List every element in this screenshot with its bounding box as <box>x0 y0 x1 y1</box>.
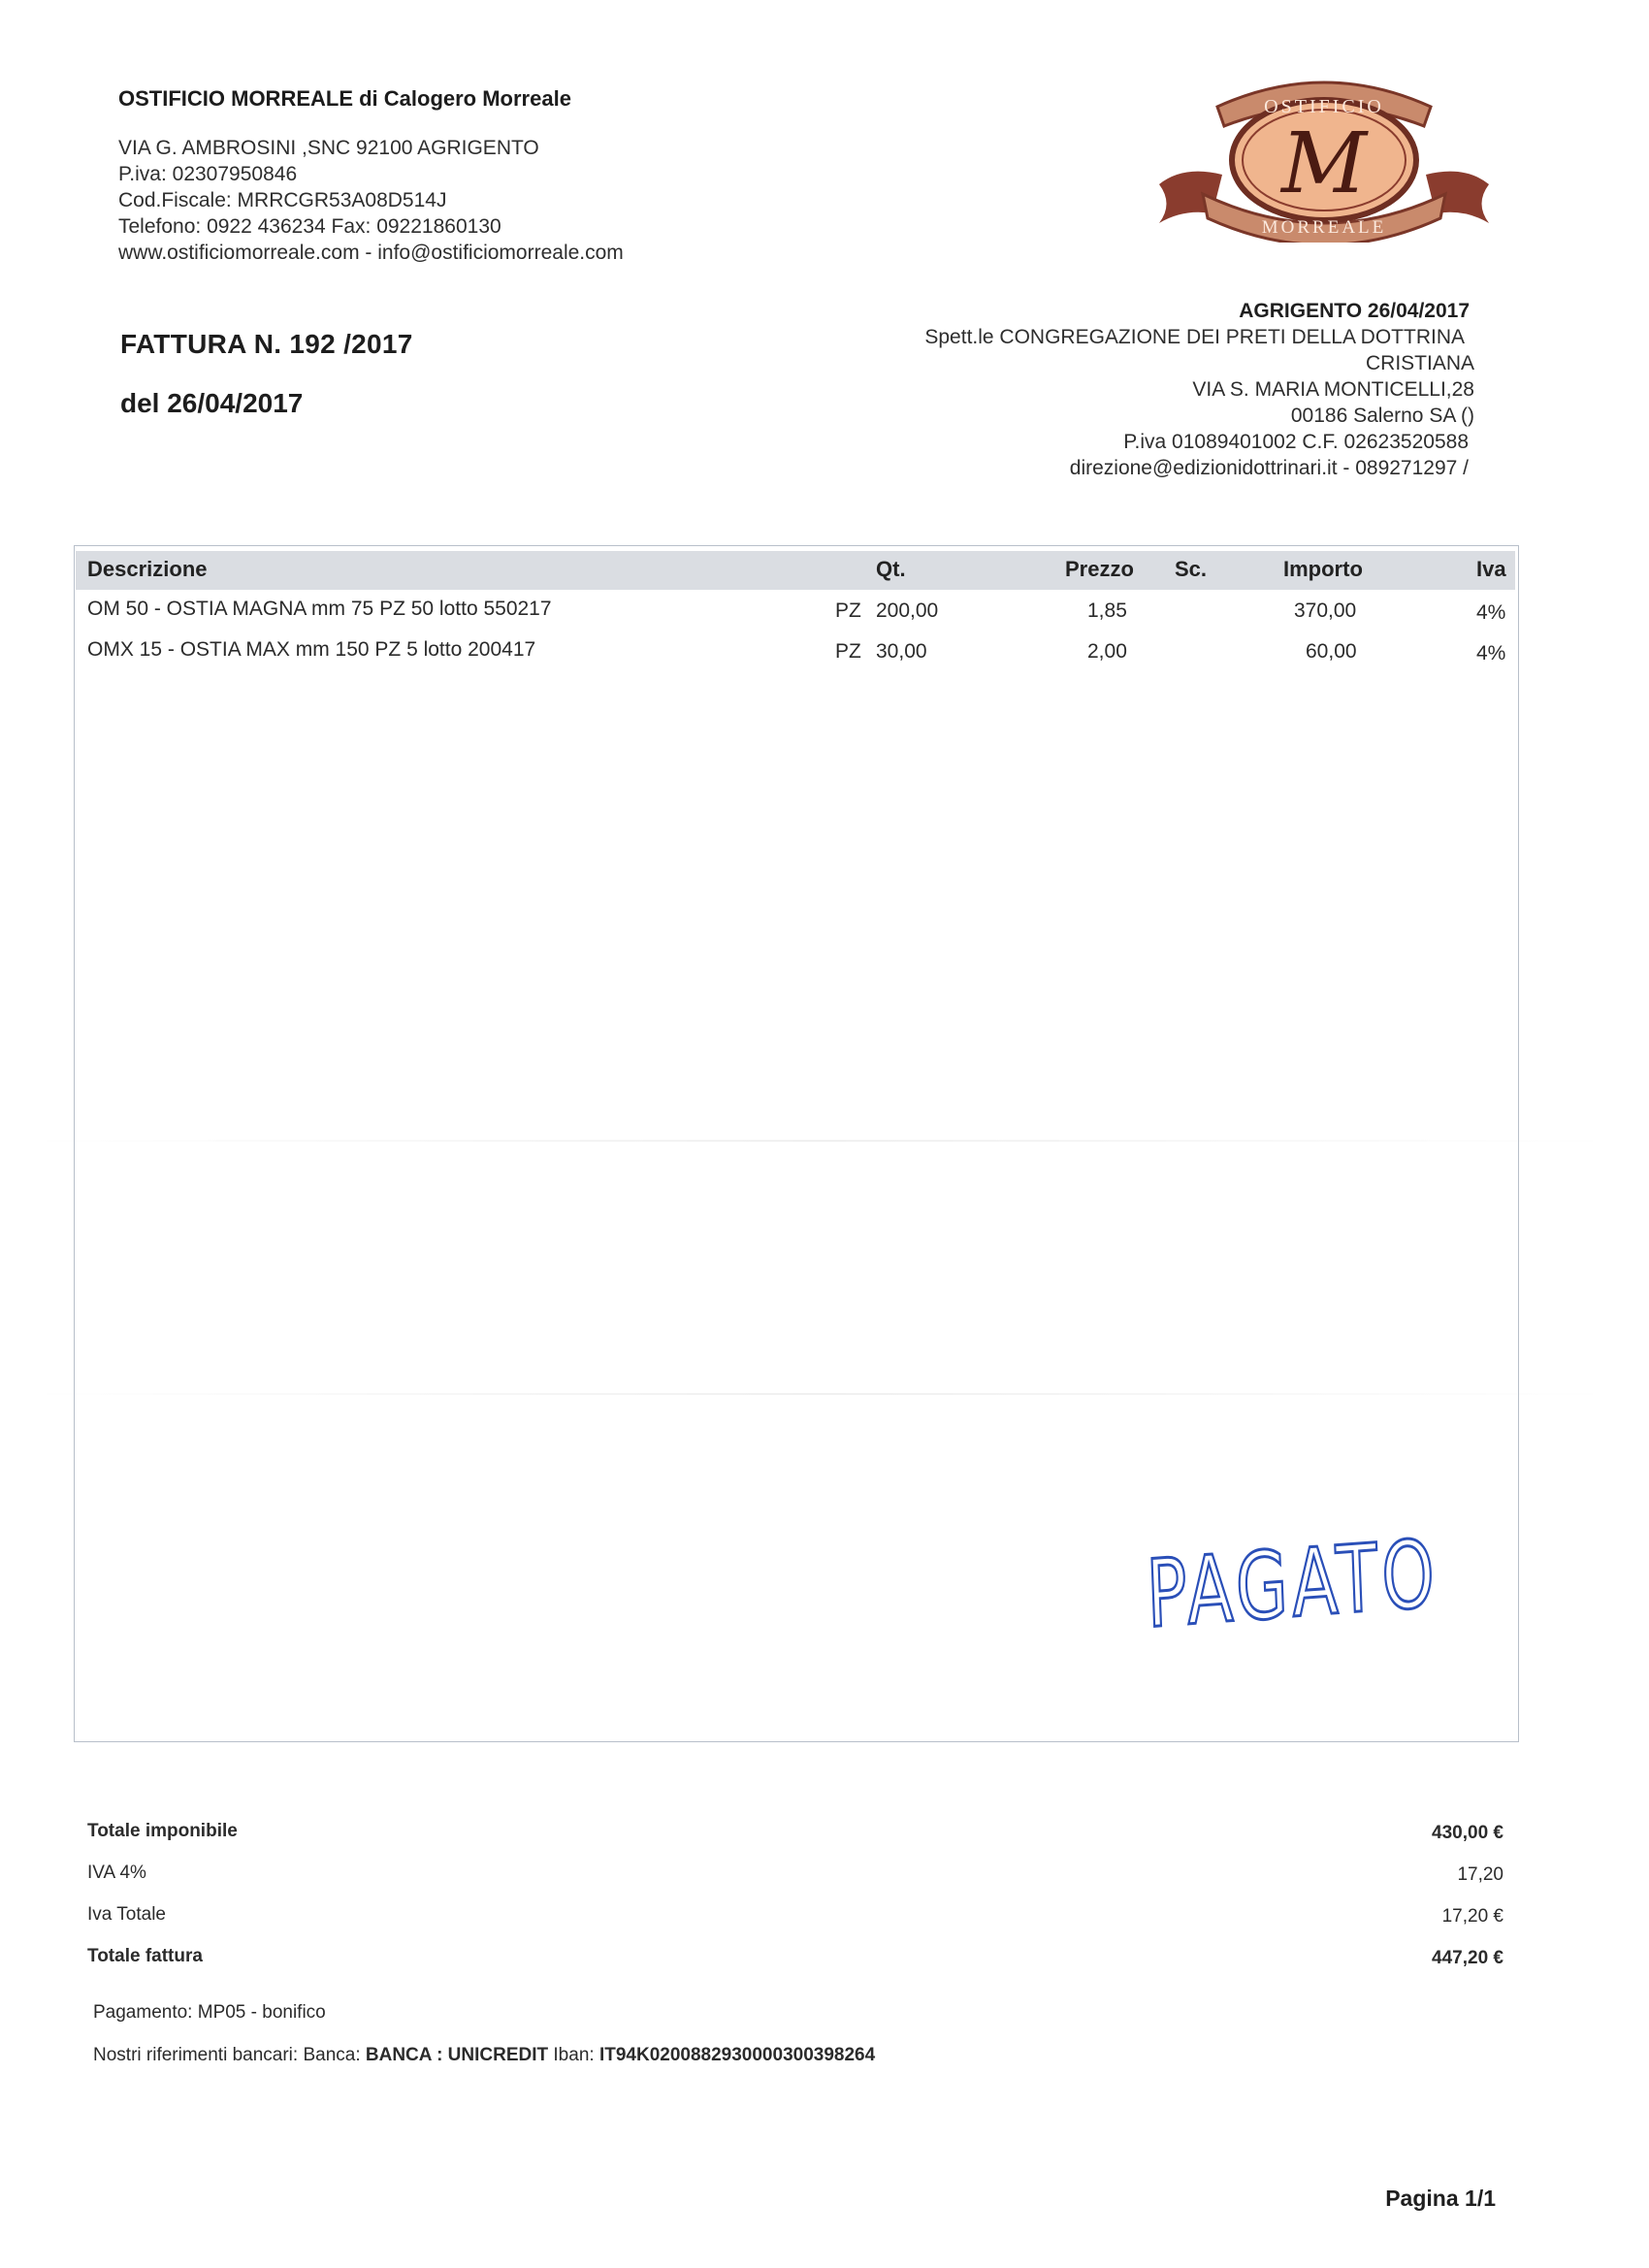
seller-piva: P.iva: 02307950846 <box>118 163 298 185</box>
bank-name: BANCA : UNICREDIT <box>365 2045 549 2065</box>
seller-phone: Telefono: 0922 436234 Fax: 09221860130 <box>118 215 501 238</box>
iban-value: IT94K0200882930000300398264 <box>598 2045 876 2065</box>
seller-cf: Cod.Fiscale: MRRCGR53A08D514J <box>118 189 447 211</box>
customer-line-2: CRISTIANA <box>1365 352 1474 374</box>
page-number: Pagina 1/1 <box>1385 2186 1496 2211</box>
customer-line-3: VIA S. MARIA MONTICELLI,28 <box>1192 378 1474 401</box>
row-qty: 200,00 <box>876 599 939 622</box>
bank-references <box>93 2045 875 2066</box>
row-vat: 4% <box>1476 642 1506 664</box>
col-header-vat: Iva <box>1476 557 1506 581</box>
place-date: AGRIGENTO 26/04/2017 <box>1239 300 1470 322</box>
customer-line-4: 00186 Salerno SA () <box>1290 405 1474 427</box>
col-header-amount: Importo <box>1283 557 1363 581</box>
company-logo <box>1145 68 1504 243</box>
row-description: OM 50 - OSTIA MAGNA mm 75 PZ 50 lotto 550217 <box>87 598 552 620</box>
row-price: 2,00 <box>1087 640 1127 663</box>
col-header-discount: Sc. <box>1175 557 1208 581</box>
total-taxable-value: 430,00 € <box>1432 1823 1504 1843</box>
payment-method: Pagamento: MP05 - bonifico <box>93 2002 326 2023</box>
vat-total-label: Iva Totale <box>87 1904 166 1925</box>
col-header-price: Prezzo <box>1065 557 1134 581</box>
seller-web: www.ostificiomorreale.com - info@ostificiomorreale.com <box>118 242 624 264</box>
col-header-qty: Qt. <box>876 557 906 581</box>
col-header-description: Descrizione <box>87 557 208 581</box>
invoice-date: del 26/04/2017 <box>120 388 304 418</box>
vat-4-value: 17,20 <box>1457 1864 1504 1885</box>
seller-name: OSTIFICIO MORREALE di Calogero Morreale <box>118 86 571 111</box>
row-unit: PZ <box>835 640 861 663</box>
row-price: 1,85 <box>1087 599 1127 622</box>
paid-stamp: PAGATO <box>1145 1519 1441 1649</box>
vat-total-value: 17,20 € <box>1441 1906 1504 1927</box>
iban-label: Iban: <box>548 2045 599 2065</box>
row-vat: 4% <box>1476 601 1506 624</box>
row-qty: 30,00 <box>876 640 927 663</box>
svg-text:OSTIFICIO: OSTIFICIO <box>1264 96 1384 117</box>
svg-text:MORREALE: MORREALE <box>1261 217 1387 238</box>
row-amount: 60,00 <box>1306 640 1357 663</box>
invoice-total-value: 447,20 € <box>1432 1948 1504 1968</box>
bank-prefix: Nostri riferimenti bancari: Banca: <box>93 2045 366 2065</box>
seller-address: VIA G. AMBROSINI ,SNC 92100 AGRIGENTO <box>118 137 539 159</box>
row-unit: PZ <box>835 599 861 622</box>
customer-line-5: P.iva 01089401002 C.F. 02623520588 <box>1123 431 1469 453</box>
customer-line-6: direzione@edizionidottrinari.it - 089271297 / <box>1069 457 1469 479</box>
total-taxable-label: Totale imponibile <box>87 1821 238 1841</box>
customer-line-1: Spett.le CONGREGAZIONE DEI PRETI DELLA DOTTRINA <box>924 326 1465 348</box>
invoice-total-label: Totale fattura <box>87 1946 203 1966</box>
invoice-title: FATTURA N. 192 /2017 <box>120 329 413 359</box>
vat-4-label: IVA 4% <box>87 1863 146 1883</box>
svg-text:M: M <box>1280 115 1368 212</box>
row-amount: 370,00 <box>1294 599 1357 622</box>
row-description: OMX 15 - OSTIA MAX mm 150 PZ 5 lotto 200417 <box>87 638 536 661</box>
